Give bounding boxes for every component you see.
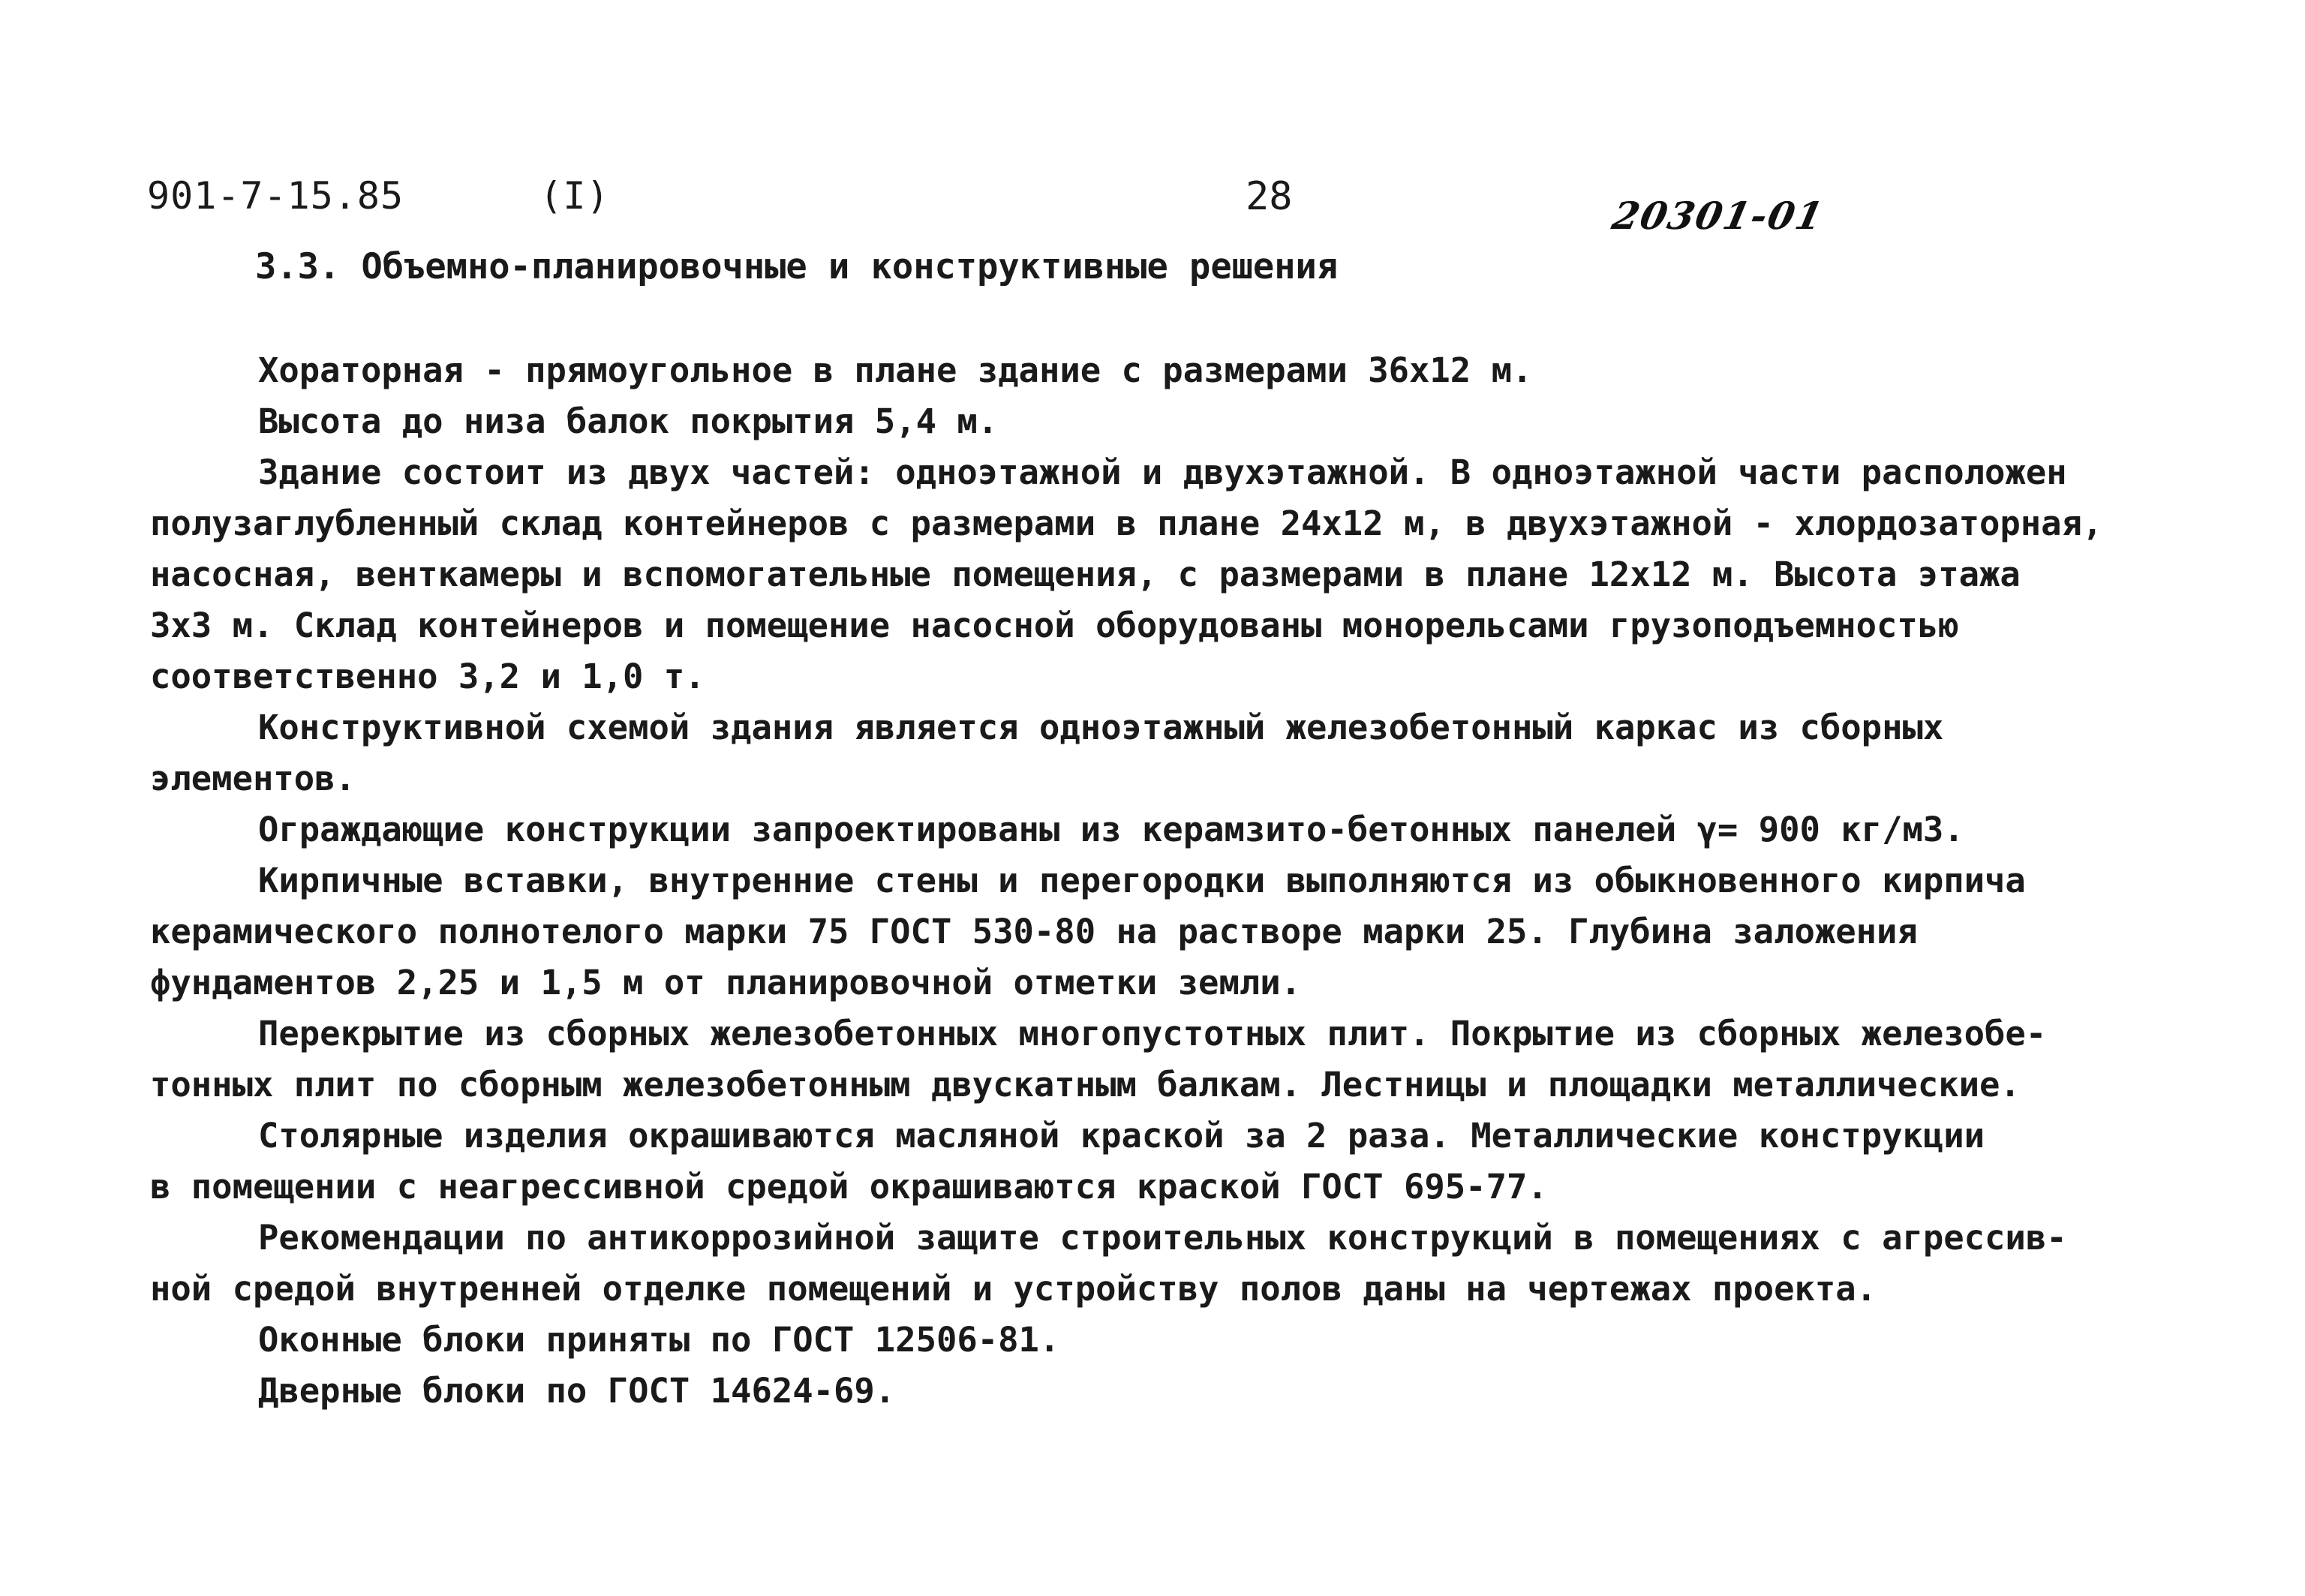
- volume-number: (I): [539, 174, 610, 218]
- text-line: Конструктивной схемой здания является одноэтажный железобетонный каркас из сборных: [258, 708, 1944, 747]
- text-line: 3х3 м. Склад контейнеров и помещение насосной оборудованы монорельсами грузоподъемностью: [150, 606, 1959, 645]
- text-line: Высота до низа балок покрытия 5,4 м.: [258, 401, 999, 441]
- handwritten-mark: 20301-01: [1608, 194, 1829, 238]
- doc-code: 901-7-15.85: [147, 174, 404, 218]
- body-text: [150, 345, 2206, 1417]
- text-line: Хораторная - прямоугольное в плане здание с размерами 36х12 м.: [258, 350, 1533, 390]
- text-line: насосная, венткамеры и вспомогательные помещения, с размерами в плане 12х12 м. Высота этажа: [150, 555, 2021, 594]
- text-line: Здание состоит из двух частей: одноэтажной и двухэтажной. В одноэтажной части расположен: [258, 452, 2067, 492]
- header-left: [147, 174, 610, 218]
- text-line: Перекрытие из сборных железобетонных многопустотных плит. Покрытие из сборных железобе-: [258, 1014, 2047, 1053]
- text-line: Столярные изделия окрашиваются масляной краской за 2 раза. Металлические конструкции: [258, 1116, 1985, 1156]
- text-line: Кирпичные вставки, внутренние стены и перегородки выполняются из обыкновенного кирпича: [258, 861, 2026, 900]
- text-line: фундаментов 2,25 и 1,5 м от планировочной отметки земли.: [150, 963, 1302, 1002]
- text-line: полузаглубленный склад контейнеров с размерами в плане 24х12 м, в двухэтажной - хлордозаторная,: [150, 503, 2103, 543]
- text-line: в помещении с неагрессивной средой окрашиваются краской ГОСТ 695-77.: [150, 1167, 1548, 1207]
- text-line: Рекомендации по антикоррозийной защите строительных конструкций в помещениях с агрессив-: [258, 1218, 2067, 1258]
- page-number: 28: [1246, 174, 1293, 219]
- text-line: Оконные блоки приняты по ГОСТ 12506-81.: [258, 1320, 1060, 1360]
- section-title: 3.3. Объемно-планировочные и конструктивные решения: [255, 246, 1339, 287]
- text-line: Дверные блоки по ГОСТ 14624-69.: [258, 1371, 896, 1411]
- text-line: ной средой внутренней отделке помещений и устройству полов даны на чертежах проекта.: [150, 1269, 1877, 1309]
- text-line: керамического полнотелого марки 75 ГОСТ 530-80 на растворе марки 25. Глубина заложения: [150, 912, 1918, 951]
- text-line: соответственно 3,2 и 1,0 т.: [150, 657, 705, 696]
- text-line: элементов.: [150, 759, 356, 798]
- text-line: Ограждающие конструкции запроектированы из керамзито-бетонных панелей γ= 900 кг/м3.: [258, 810, 1964, 849]
- text-line: тонных плит по сборным железобетонным двускатным балкам. Лестницы и площадки металлические.: [150, 1065, 2021, 1105]
